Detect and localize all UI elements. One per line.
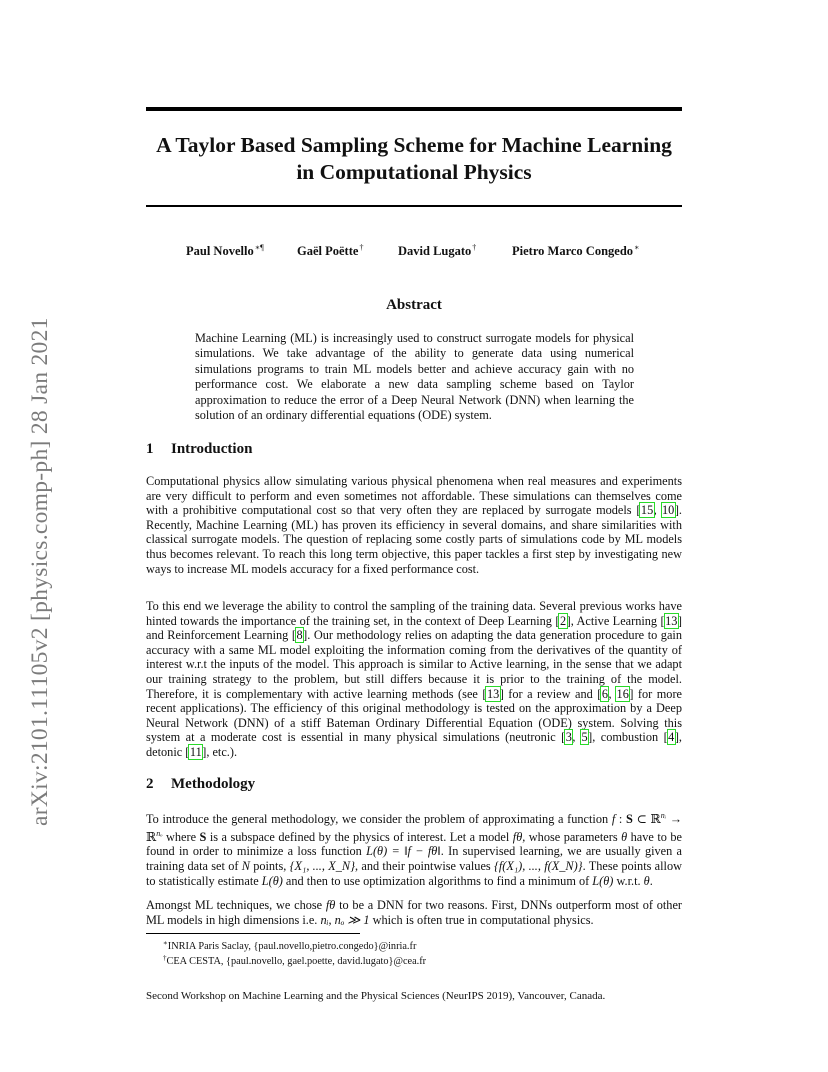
citation-link[interactable]: 4 (668, 730, 675, 745)
citation-link[interactable]: 2 (559, 613, 567, 628)
abstract-text: Machine Learning (ML) is increasingly used to construct surrogate models for physical simulations. We take advantage of the ability to generate data using numerical simulations programs to train ML models better and achieve accuracy gain with no performance cost. We elaborate a new data sampling scheme based on Taylor approximation to reduce the error of a Deep Neural Network (DNN) when learning the solution of an ordinary differential equations (ODE) system. (195, 331, 634, 423)
citation-link[interactable]: 15 (640, 503, 654, 518)
citation-link[interactable]: 10 (662, 503, 675, 518)
intro-paragraph-2: To this end we leverage the ability to control the sampling of the training data. Several previous works have hinted towards the importance of the training set, in the context of Deep Learning [2], Active Learning [13] and Reinforcement Learning [8]. Our methodology relies on adapting the data generation procedure to gain accuracy with a same ML model exploiting the information coming from the derivatives of the quantity of interest w.r.t the inputs of the model. This approach is similar to Active learning, in the sense that we adapt our training strategy to the problem, but still differs because it is prior to the training of the model. Therefore, it is complementary with active learning methods (see [13] for a review and [6, 16] for more recent applications). The efficiency of this original methodology is tested on the approximation by a Deep Neural Network (DNN) of a stiff Bateman Ordinary Differential Equation (ODE) system. Solving this system at a moderate cost is essential in many physical simulations (neutronic [3, 5], combustion [4], detonic [11], etc.). (146, 599, 682, 759)
author-list (146, 243, 682, 261)
arxiv-stamp (20, 242, 60, 826)
footnote-rule (146, 933, 360, 934)
citation-link[interactable]: 6 (601, 686, 608, 701)
section-heading-introduction: 1 Introduction (146, 441, 253, 457)
arxiv-stamp-text: arXiv:2101.11105v2 [physics.comp-ph] 28 Jan 2021 (27, 317, 53, 826)
author: Gaël Poëtte† (297, 243, 364, 258)
author: David Lugato† (398, 243, 477, 258)
section-heading-methodology: 2 Methodology (146, 776, 256, 792)
citation-link[interactable]: 11 (189, 744, 202, 759)
footnote: ∗INRIA Paris Saclay, {paul.novello,pietro.congedo}@inria.fr (163, 939, 417, 952)
citation-link[interactable]: 13 (665, 613, 678, 628)
footnote: †CEA CESTA, {paul.novello, gael.poette, david.lugato}@cea.fr (163, 954, 427, 967)
venue-note: Second Workshop on Machine Learning and the Physical Sciences (NeurIPS 2019), Vancouver, Canada. (146, 990, 606, 1002)
citation-link[interactable]: 3 (565, 730, 572, 745)
method-paragraph-2: Amongst ML techniques, we chose fθ to be a DNN for two reasons. First, DNNs outperform most of other ML models in high dimensions i.e. nᵢ, nₒ ≫ 1 which is often true in computational physics. (146, 898, 682, 927)
paper-title: A Taylor Based Sampling Scheme for Machine Learning in Computational Physics (156, 133, 672, 184)
title-rule-bottom (146, 205, 682, 207)
citation-link[interactable]: 16 (616, 686, 629, 701)
citation-link[interactable]: 5 (581, 730, 588, 745)
author: Pietro Marco Congedo∗ (512, 243, 640, 258)
abstract-heading: Abstract (386, 297, 442, 313)
citation-link[interactable]: 13 (486, 686, 500, 701)
intro-paragraph-1: Computational physics allow simulating various physical phenomena when real measures and experiments are very difficult to perform and even sometimes not affordable. These simulations can themselves come with a prohibitive computational cost so that very often they are replaced by surrogate models [15, 10]. Recently, Machine Learning (ML) has proven its efficiency in several domains, and share similarities with classical surrogate models. The question of replacing some costly parts of simulations code by ML models thus becomes relevant. To reach this long term objective, this paper tackles a first step by investigating new ways to increase ML models accuracy for a fixed performance cost. (146, 474, 682, 576)
citation-link[interactable]: 8 (296, 628, 303, 643)
author: Paul Novello∗¶ (186, 243, 264, 258)
method-paragraph-1: To introduce the general methodology, we consider the problem of approximating a function f : S ⊂ ℝ$^{nᵢ}$ → ℝ$^{n_o}$ where S is a subspace defined by the physics of interest. Let a model fθ, whose parameters θ have to be found in order to minimize a loss function L(θ) = ‖f − fθ‖. In supervised learning, we are usually given a training data set of N points, {X₁, ..., X_N}, and their pointwise values {f(X₁), ..., f(X_N)}. These points allow to statistically estimate L(θ) and then to use optimization algorithms to find a minimum of L(θ) w.r.t. θ. (146, 811, 683, 888)
title-rule-top (146, 107, 682, 111)
